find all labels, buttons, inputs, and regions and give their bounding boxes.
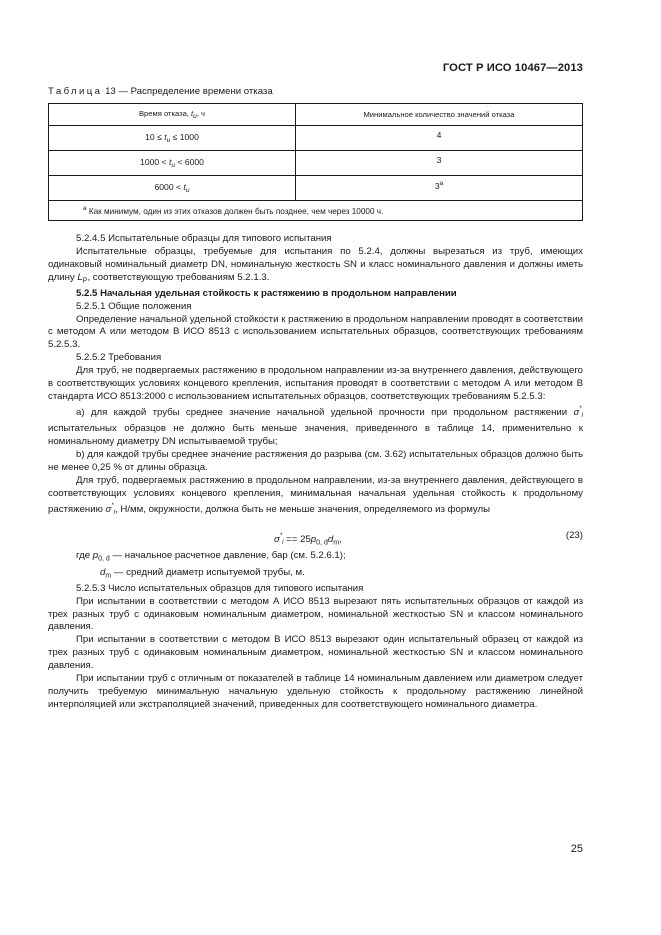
formula-expression: $\sigma^*_l == 25p_{0, d}d_m$,: [274, 533, 342, 547]
document-body: [48, 233, 583, 711]
table-cell-value: 3$^a$: [296, 176, 583, 201]
table-header-row: [49, 104, 583, 126]
paragraph: Испытательные образцы, требуемые для испытания по 5.2.4, должны вырезаться из труб, имеющих одинаковый номинальный диаметр DN, номинальную жесткость SN и класс номинального давления и должны иметь длину $L_P$, соответствующую требованиям 5.2.1.3.: [48, 245, 583, 285]
table-note-row: [49, 201, 583, 221]
paragraph: При испытании труб с отличным от показателей в таблице 14 номинальным давлением или диаметром следует получить требуемую минимальную начальную удельную стойкость к продольному растяжению линейной интерполяцией или экстраполяцией значений, приведенных для соответствующего номинального диаметра.: [48, 672, 583, 710]
table-cell-range: $1000 < t_u < 6000$: [49, 151, 296, 176]
section-heading-5-2-5-2: 5.2.5.2 Требования: [76, 352, 162, 364]
table-cell-range: $6000 < t_u$: [49, 176, 296, 201]
paragraph: Для труб, подвергаемых растяжению в продольном направлении, из-за внутреннего давления, действующего в соответствующих условиях концевого крепления, минимальная начальная удельная стойкость к продольному растяжению $\sigma^*_l$, Н/мм, окружности, должна быть не меньше значения, определяемого из формулы: [48, 474, 583, 517]
table-row: [49, 176, 583, 201]
table-cell-range: $10 \le t_u \le 1000$: [49, 126, 296, 151]
paragraph: Для труб, не подвергаемых растяжению в продольном направлении из-за внутреннего давления, действующего в соответствующих условиях концевого крепления, испытания проводят в соответствии с методом А или методом В стандарта ИСО 8513:2000 с использованием испытательных образцов, соответствующих требованиям 5.2.5.3:: [48, 364, 583, 402]
legend-item: $d_m$ — средний диаметр испытуемой трубы, м.: [100, 566, 305, 580]
col-header-failure-time: Время отказа, $t_u$, ч: [49, 104, 296, 126]
table-cell-value: 4: [296, 126, 583, 151]
section-heading-5-2-4-5: 5.2.4.5 Испытательные образцы для типового испытания: [76, 233, 332, 244]
paragraph: Определение начальной удельной стойкости к растяжению в продольном направлении проводят в соответствии с методом А или методом В ИСО 8513 с использованием испытательных образцов, соответствующих требованиям 5.2.5.3.: [48, 313, 583, 351]
table-footnote: $^a$ Как минимум, один из этих отказов должен быть позднее, чем через 10000 ч.: [49, 201, 583, 221]
section-heading-5-2-5: 5.2.5 Начальная удельная стойкость к растяжению в продольном направлении: [76, 287, 457, 299]
col-header-min-count: Минимальное количество значений отказа: [296, 104, 583, 126]
failure-time-table: [48, 103, 583, 221]
paragraph: При испытании в соответствии с методом А ИСО 8513 вырезают пять испытательных образцов от каждой из трех разных труб с одинаковым номинальным диаметром, номинальной жесткостью SN и классом номинального давления.: [48, 595, 583, 633]
formula-number: (23): [565, 530, 583, 542]
list-item-a: а) для каждой трубы среднее значение начальной удельной прочности при продольном растяжении $\sigma^*_l$ испытательных образцов не должно быть меньше значения, приведенного в таблице 14, применительно к номинальному диаметру DN испытываемой трубы;: [48, 406, 583, 448]
legend-item: где $p_{0, d}$ — начальное расчетное давление, бар (см. 5.2.6.1);: [76, 550, 346, 563]
table-caption: [48, 86, 273, 97]
formula-legend: [48, 550, 583, 583]
document-header: ГОСТ Р ИСО 10467—2013: [442, 62, 583, 74]
table-row: [49, 151, 583, 176]
list-item-b: b) для каждой трубы среднее значение растяжения до разрыва (см. 3.62) испытательных образцов должно быть не менее 0,25 % от длины образца.: [48, 449, 583, 473]
paragraph: При испытании в соответствии с методом В ИСО 8513 вырезают один испытательный образец от каждой из трех разных труб с одинаковым номинальным диаметром, номинальной жесткостью SN и классом номинального давления.: [48, 634, 583, 671]
page-number: 25: [570, 843, 583, 855]
table-caption-title: 13 — Распределение времени отказа: [102, 86, 273, 97]
section-heading-5-2-5-1: 5.2.5.1 Общие положения: [76, 300, 192, 312]
formula-23: [48, 522, 583, 550]
footnote-mark: a: [439, 180, 444, 187]
section-heading-5-2-5-3: 5.2.5.3 Число испытательных образцов для типового испытания: [76, 582, 364, 594]
table-row: [49, 126, 583, 151]
table-cell-value: 3: [296, 151, 583, 176]
table-caption-label: Таблица: [48, 86, 103, 97]
